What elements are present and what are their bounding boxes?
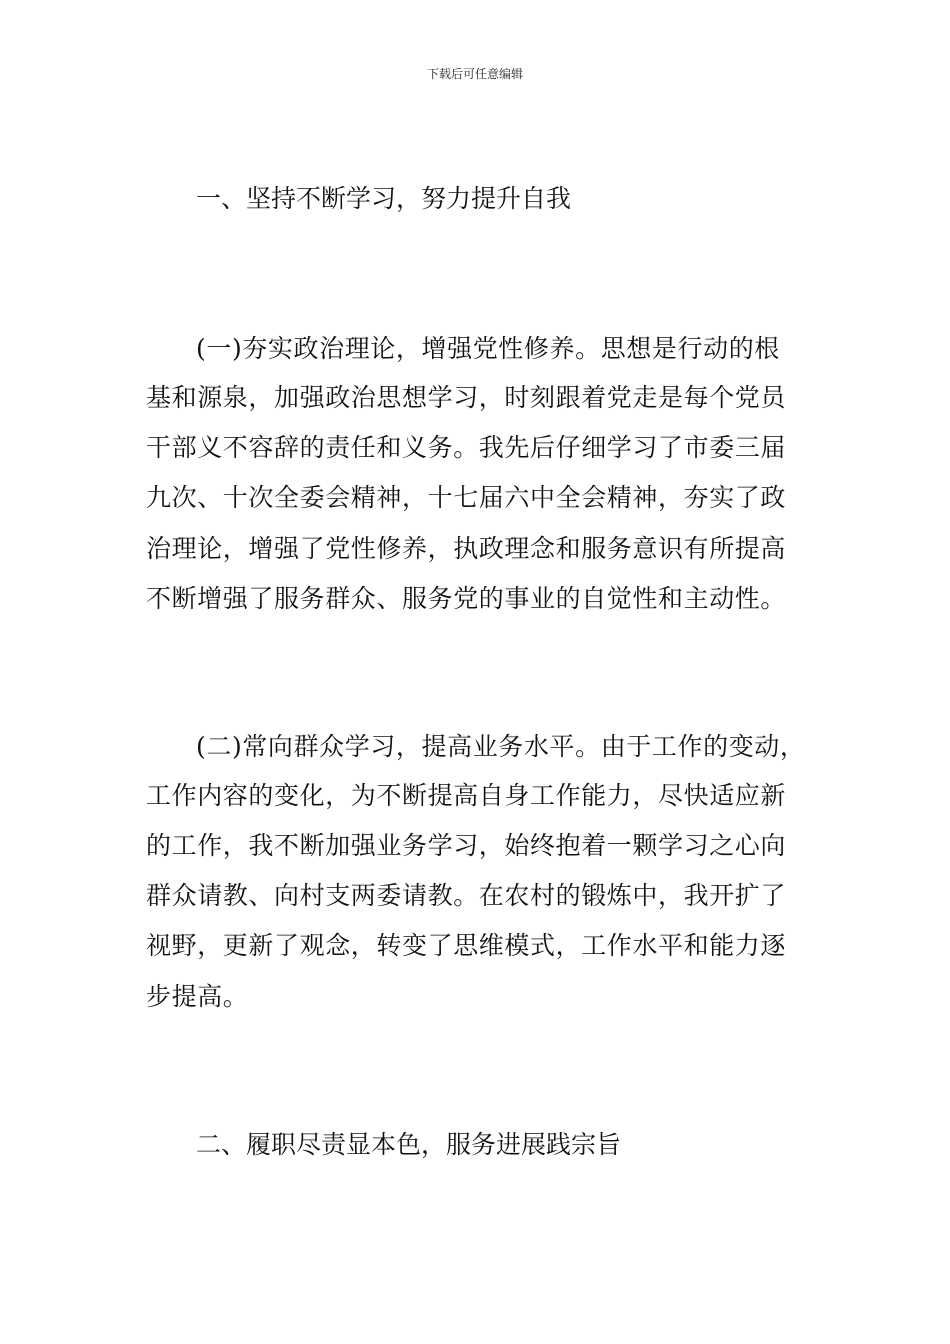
section-heading-2: 二、履职尽责显本色，服务进展践宗旨 xyxy=(196,1130,622,1159)
paragraph-line: (一)夯实政治理论，增强党性修养。思想是行动的根 xyxy=(196,334,780,363)
paragraph-line: 工作内容的变化，为不断提高自身工作能力，尽快适应新 xyxy=(146,781,787,810)
paragraph-line: 干部义不容辞的责任和义务。我先后仔细学习了市委三届 xyxy=(146,433,787,462)
paragraph-line: 不断增强了服务群众、服务党的事业的自觉性和主动性。 xyxy=(146,584,787,613)
header-note: 下载后可任意编辑 xyxy=(426,67,523,81)
section-heading-1: 一、坚持不断学习，努力提升自我 xyxy=(196,184,572,213)
paragraph-line: (二)常向群众学习，提高业务水平。由于工作的变动， xyxy=(196,732,806,761)
paragraph-line: 基和源泉，加强政治思想学习，时刻跟着党走是每个党员 xyxy=(146,383,787,412)
paragraph-line: 视野，更新了观念，转变了思维模式，工作水平和能力逐 xyxy=(146,931,787,960)
paragraph-line: 步提高。 xyxy=(146,982,249,1011)
paragraph-line: 的工作，我不断加强业务学习，始终抱着一颗学习之心向 xyxy=(146,831,787,860)
paragraph-line: 群众请教、向村支两委请教。在农村的锻炼中，我开扩了 xyxy=(146,881,787,910)
paragraph-line: 治理论，增强了党性修养，执政理念和服务意识有所提高 xyxy=(146,534,787,563)
paragraph-line: 九次、十次全委会精神，十七届六中全会精神，夯实了政 xyxy=(146,483,787,512)
